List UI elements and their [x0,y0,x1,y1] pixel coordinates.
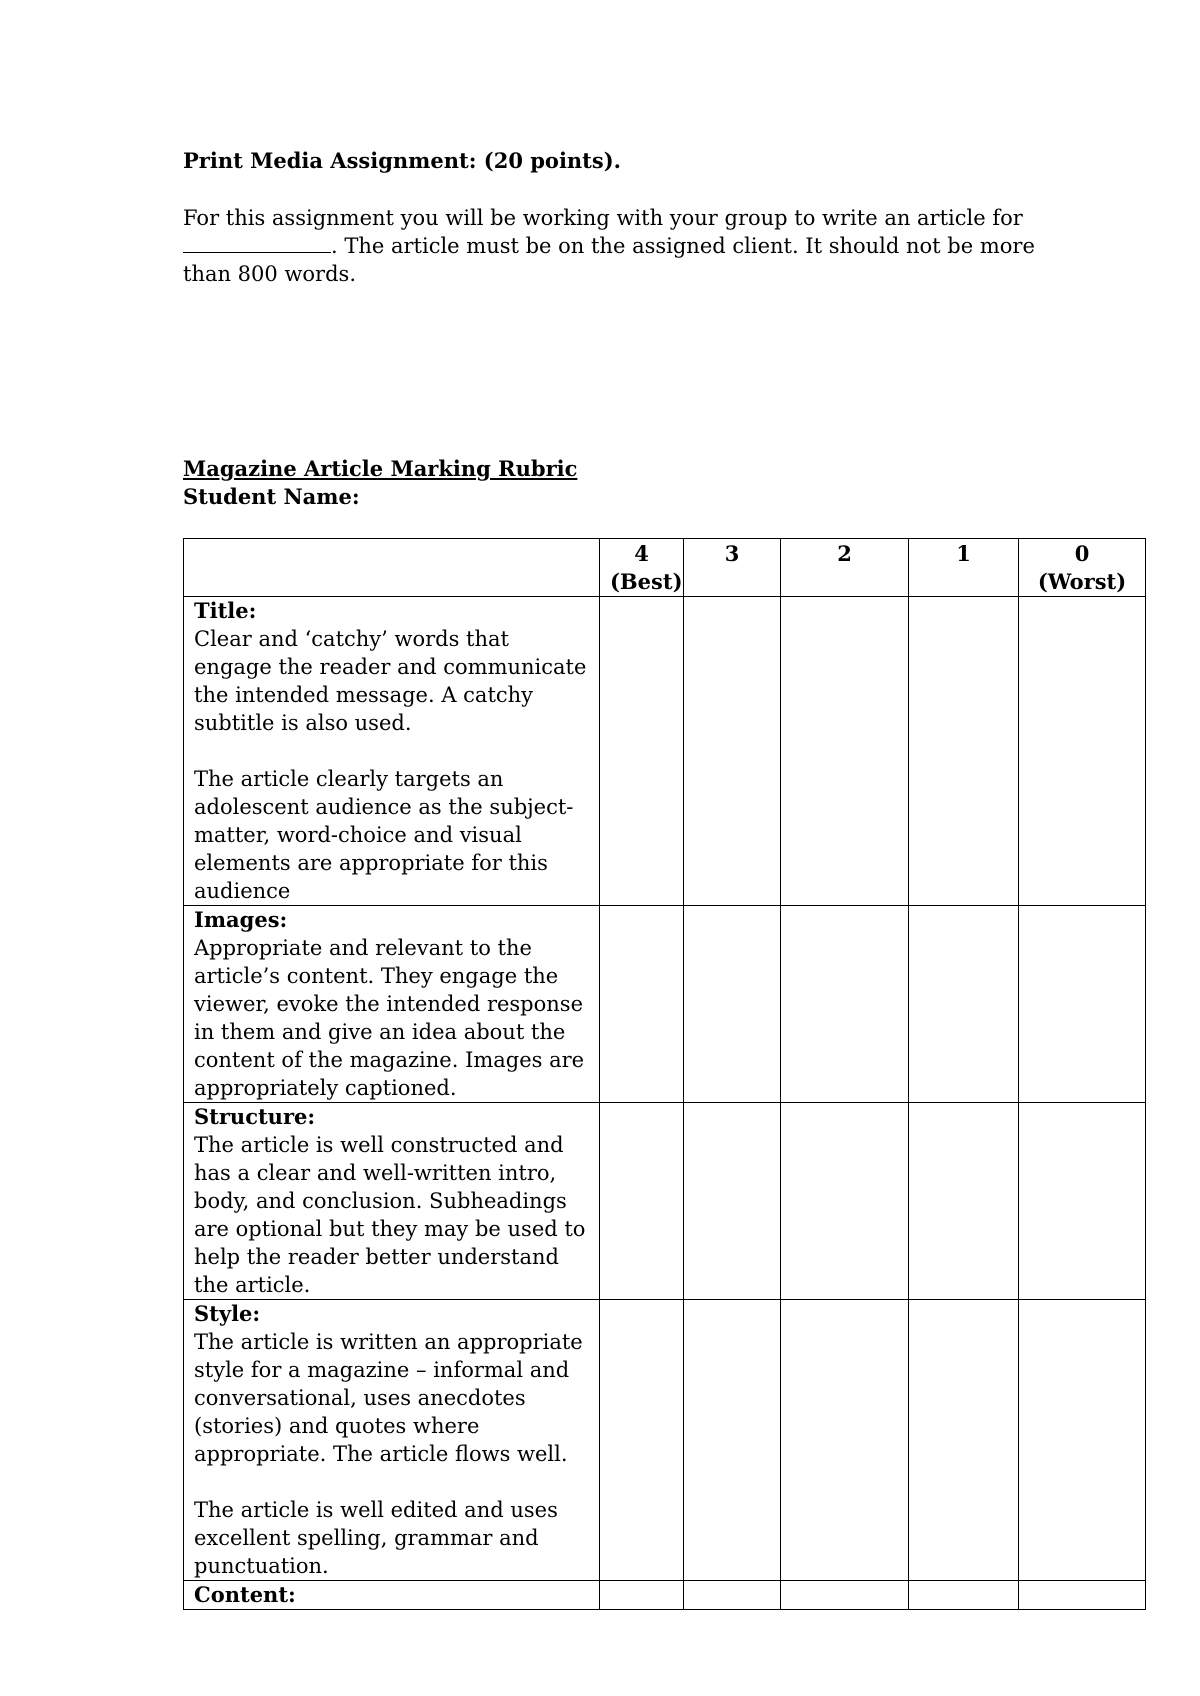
criteria-cell [184,1103,600,1300]
rubric-heading: Magazine Article Marking Rubric [183,456,578,481]
score-cell[interactable] [909,906,1019,1103]
header-score-4: 4 (Best) [600,539,684,597]
criteria-name: Images: [194,907,288,932]
rubric-row-images [184,906,1146,1103]
criteria-description: The article is well constructed and has a clear and well-written intro, body, and conclusion. Subheadings are optional but they may be used to help the reader better understand the article. [194,1133,586,1297]
student-name-label: Student Name: [183,484,360,509]
criteria-cell [184,1581,600,1610]
header-score-1: 1 [909,539,1019,597]
score-cell[interactable] [600,1300,684,1581]
criteria-description: The article is well edited and uses excellent spelling, grammar and punctuation. [194,1498,558,1578]
score-cell[interactable] [600,906,684,1103]
assignment-title: Print Media Assignment: (20 points). [183,148,621,173]
score-cell[interactable] [684,1300,781,1581]
score-cell[interactable] [909,1103,1019,1300]
score-cell[interactable] [781,906,909,1103]
score-cell[interactable] [1019,1103,1146,1300]
score-cell[interactable] [1019,1300,1146,1581]
header-criteria [184,539,600,597]
score-cell[interactable] [909,597,1019,906]
score-cell[interactable] [684,906,781,1103]
intro-text-part2: . The article must be on the assigned client. It should not be more than 800 words. [183,234,1035,286]
score-cell[interactable] [781,1103,909,1300]
score-cell[interactable] [684,1103,781,1300]
score-cell[interactable] [909,1581,1019,1610]
rubric-row-content [184,1581,1146,1610]
score-cell[interactable] [1019,597,1146,906]
criteria-description: The article is written an appropriate style for a magazine – informal and conversational, uses anecdotes (stories) and quotes where appropriate. The article flows well. [194,1330,583,1466]
score-cell[interactable] [781,1581,909,1610]
criteria-cell [184,1300,600,1581]
assignment-intro [183,204,1043,288]
score-cell[interactable] [600,1103,684,1300]
criteria-description: Appropriate and relevant to the article’s content. They engage the viewer, evoke the intended response in them and give an idea about the content of the magazine. Images are appropriately captioned. [194,936,585,1100]
score-cell[interactable] [781,1300,909,1581]
criteria-description: The article clearly targets an adolescent audience as the subject-matter, word-choice and visual elements are appropriate for this audience [194,767,574,903]
score-cell[interactable] [1019,906,1146,1103]
criteria-name: Title: [194,598,257,623]
score-cell[interactable] [600,597,684,906]
score-cell[interactable] [600,1581,684,1610]
header-score-0: 0 (Worst) [1019,539,1146,597]
blank-line [183,232,331,253]
score-cell[interactable] [1019,1581,1146,1610]
criteria-description: Clear and ‘catchy’ words that engage the reader and communicate the intended message. A catchy subtitle is also used. [194,627,587,735]
score-cell[interactable] [684,597,781,906]
header-score-3: 3 [684,539,781,597]
header-score-2: 2 [781,539,909,597]
rubric-row-structure [184,1103,1146,1300]
criteria-cell [184,906,600,1103]
criteria-name: Content: [194,1582,296,1607]
rubric-row-title [184,597,1146,906]
score-cell[interactable] [684,1581,781,1610]
criteria-name: Style: [194,1301,261,1326]
score-cell[interactable] [781,597,909,906]
criteria-cell [184,597,600,906]
rubric-row-style [184,1300,1146,1581]
rubric-header-row [184,539,1146,597]
criteria-name: Structure: [194,1104,316,1129]
rubric-table [183,538,1146,1610]
score-cell[interactable] [909,1300,1019,1581]
intro-text-part1: For this assignment you will be working with your group to write an article for [183,206,1023,230]
